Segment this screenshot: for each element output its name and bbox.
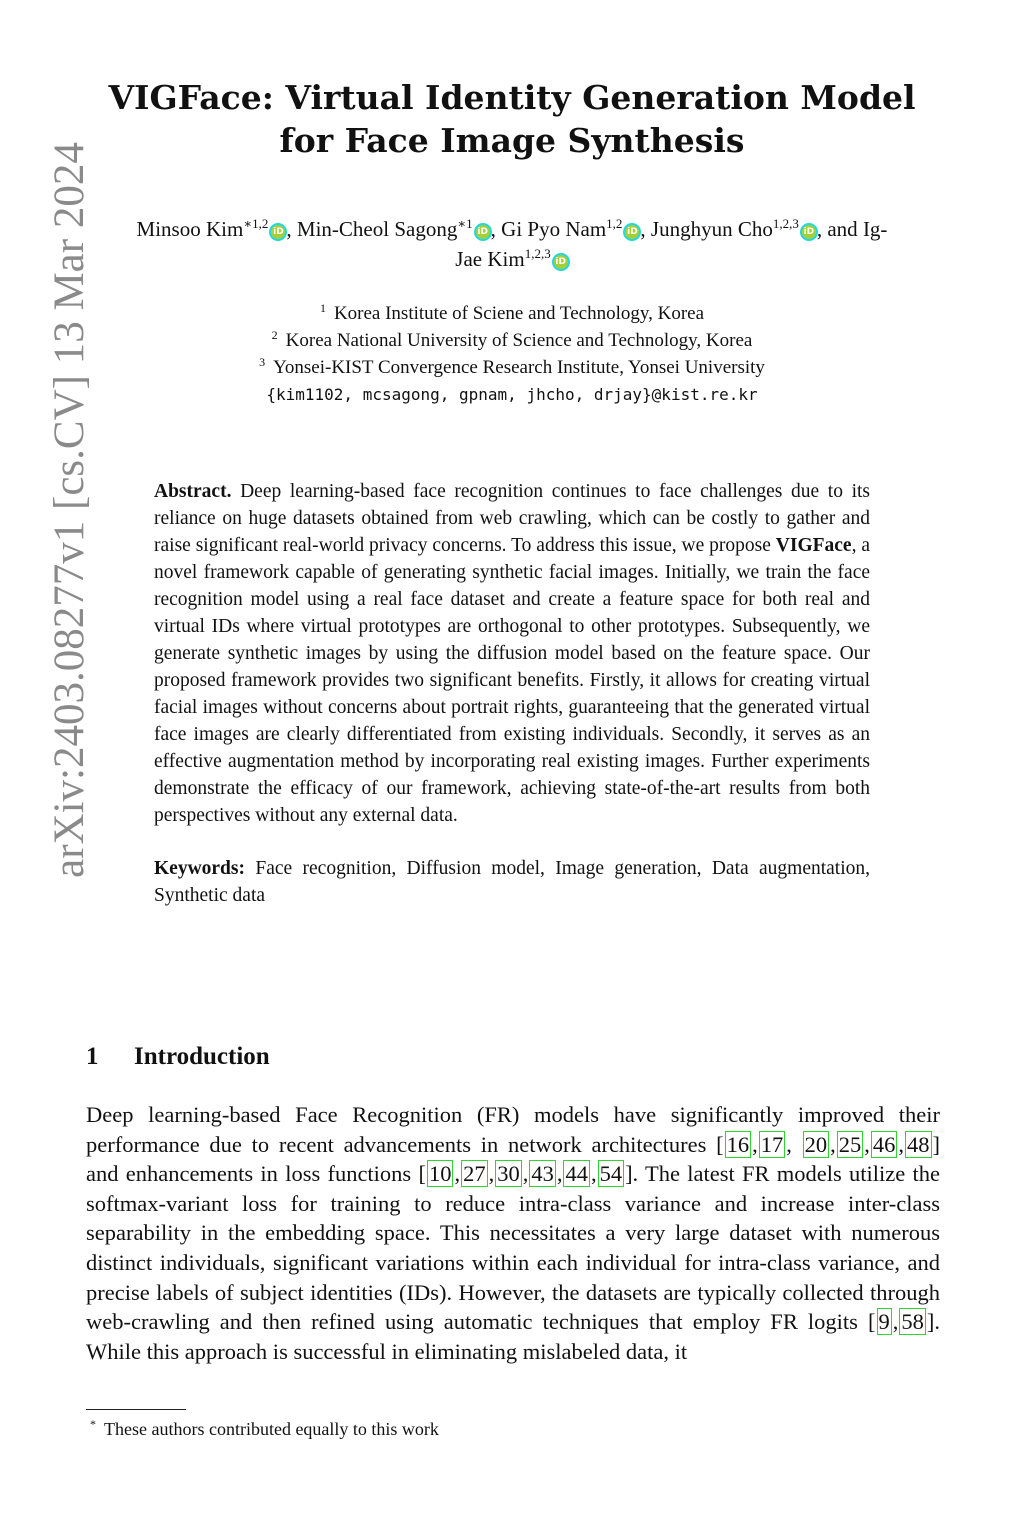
citation-link[interactable]: 46	[872, 1131, 896, 1157]
citation-link[interactable]: 30	[497, 1161, 520, 1187]
author-superscript: ∗1,2	[243, 216, 269, 231]
author-emails: {kim1102, mcsagong, gpnam, jhcho, drjay}@kist.re.kr	[266, 385, 758, 404]
abstract-block	[154, 478, 870, 909]
author-list: Minsoo Kim$^{∗1,2}$iD , Min-Cheol Sagong$^{∗1}$iD , Gi Pyo Nam$^{1,2}$iD , Junghyun Cho$^{1,2,3}$iD , and Ig-Jae Kim$^{1,2,3}$iD	[136, 216, 888, 271]
footnote-mark: *	[90, 1417, 96, 1431]
author-superscript: 1,2,3	[524, 246, 551, 261]
citation-link[interactable]: 25	[838, 1131, 862, 1157]
author-name: Ig-Jae Kim	[455, 217, 888, 271]
author-superscript: 1,2	[606, 216, 623, 231]
arxiv-identifier-stamp: arXiv:2403.08277v1 [cs.CV] 13 Mar 2024	[46, 142, 93, 878]
citation-link[interactable]: 27	[463, 1161, 486, 1187]
citation-link[interactable]: 43	[531, 1161, 554, 1187]
citation-link[interactable]: 54	[599, 1161, 623, 1187]
affiliation: $^1$ Korea Institute of Sciene and Technology, Korea	[319, 301, 705, 324]
author-connector: and	[827, 217, 858, 241]
footnote-divider	[86, 1409, 186, 1410]
author-name: Min-Cheol Sagong	[296, 217, 458, 241]
section-heading-introduction	[86, 1038, 886, 1076]
citation-link[interactable]: 10	[428, 1161, 452, 1187]
author-superscript: ∗1	[457, 216, 473, 231]
keywords-label: Keywords:	[154, 858, 245, 879]
orcid-icon[interactable]: iD	[553, 254, 569, 270]
paper-title: VIGFace: Virtual Identity Generation Model for Face Image Synthesis	[108, 78, 916, 160]
framework-name: VIGFace	[775, 535, 852, 556]
keywords-paragraph: Keywords: Face recognition, Diffusion model, Image generation, Data augmentation, Synthetic data	[154, 858, 871, 906]
abstract-paragraph: Abstract. Deep learning-based face recognition continues to face challenges due to its reliance on huge datasets obtained from web crawling, which can be costly to gather and raise significant real-world privacy concerns. To address this issue, we propose VIGFace, a novel framework capable of generating synthetic facial images. Initially, we train the face recognition model using a real face dataset and create a feature space for both real and virtual IDs where virtual prototypes are orthogonal to other prototypes. Subsequently, we generate synthetic images by using the diffusion model based on the feature space. Our proposed framework provides two significant benefits. Firstly, it allows for creating virtual facial images without concerns about portrait rights, guaranteeing that the generated virtual face images are clearly differentiated from existing individuals. Secondly, it serves as an effective augmentation method by incorporating real existing images. Further experiments demonstrate the efficacy of our framework, achieving state-of-the-art results from both perspectives without any external data.	[154, 481, 871, 826]
affiliation: $^2$ Korea National University of Science and Technology, Korea	[271, 328, 753, 351]
orcid-icon[interactable]: iD	[801, 224, 817, 240]
citation-link[interactable]: 20	[804, 1131, 828, 1157]
citation-link[interactable]: 44	[565, 1161, 588, 1187]
abstract-label: Abstract.	[154, 481, 232, 502]
citation-link[interactable]: 17	[760, 1131, 784, 1157]
section-title: Introduction	[134, 1043, 270, 1070]
affiliation: $^3$ Yonsei-KIST Convergence Research Institute, Yonsei University	[259, 355, 765, 378]
orcid-icon[interactable]: iD	[624, 224, 640, 240]
citation-link[interactable]: 58	[901, 1309, 924, 1335]
citation-link[interactable]: 9	[878, 1309, 890, 1335]
author-superscript: 1,2,3	[772, 216, 799, 231]
author-name: Gi Pyo Nam	[501, 217, 607, 241]
footnote	[90, 1416, 890, 1442]
introduction-paragraph: Deep learning-based Face Recognition (FR) models have significantly improved their performance due to recent advancements in network architectures [ 16 , 17 , 20 , 25 , 46 , 48 ] and enhancements in loss functions [ 10 , 27 , 30 , 43 , 44 , 54 ]. The latest FR models utilize the softmax-variant loss for training to reduce intra-class variance and increase inter-class separability in the embedding space. This necessitates a very large dataset with numerous distinct individuals, significant variations within each individual for intra-class variance, and precise labels of subject identities (IDs). However, the datasets are typically collected through web-crawling and then refined using automatic techniques that employ FR logits [ 9 , 58 ]. While this approach is successful in eliminating mislabeled data, it	[86, 1102, 941, 1364]
citation-link[interactable]: 48	[907, 1131, 930, 1157]
author-name: Junghyun Cho	[650, 217, 773, 241]
footnote-text: These authors contributed equally to this work	[104, 1419, 439, 1439]
affiliation-list	[130, 300, 894, 408]
author-name: Minsoo Kim	[136, 217, 244, 241]
citation-link[interactable]: 16	[726, 1131, 750, 1157]
orcid-icon[interactable]: iD	[475, 224, 491, 240]
orcid-icon[interactable]: iD	[270, 224, 286, 240]
section-number: 1	[86, 1043, 99, 1070]
